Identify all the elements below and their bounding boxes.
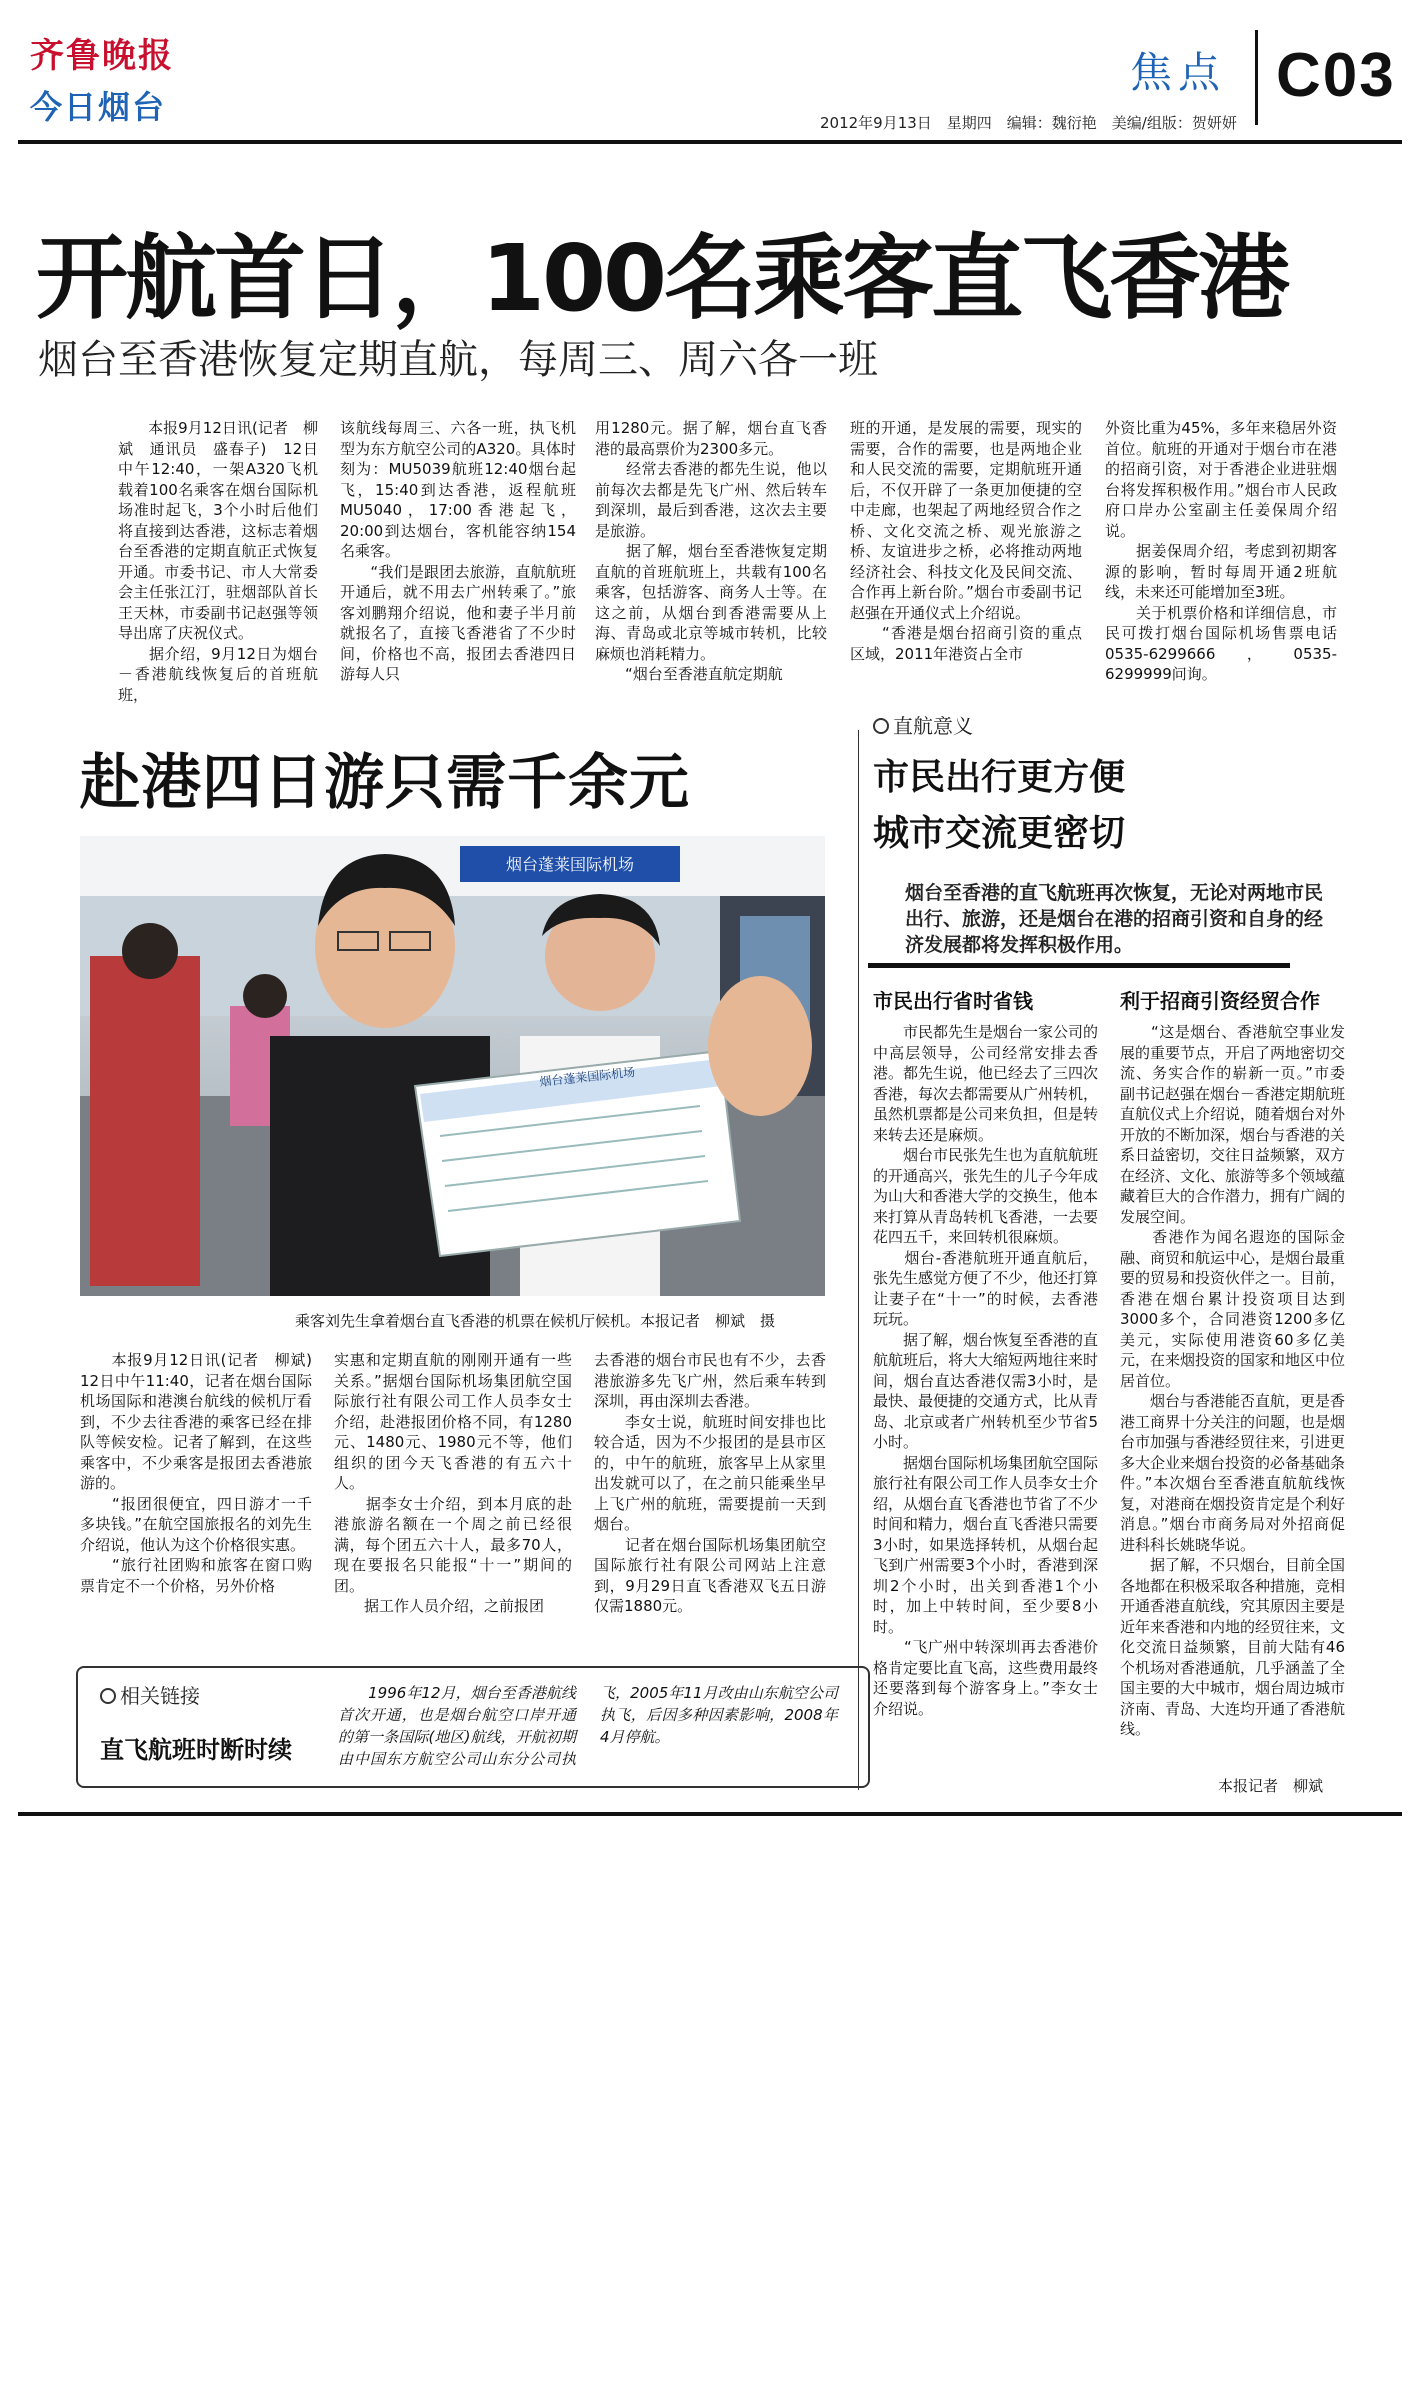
significance-byline: 本报记者 柳斌 xyxy=(1218,1777,1324,1795)
passenger-photo xyxy=(80,836,825,1296)
top-rule xyxy=(18,140,1402,144)
main-column-2: 该航线每周三、六各一班，执飞机型为东方航空公司的A320。具体时刻为：MU5039航班12:40烟台起飞，15:40到达香港，返程航班MU5040，17:00香港起飞，20:00到达烟台，客机能容纳154名乘客。 “我们是跟团去旅游，直航航班开通后，就不用去广州转乘了。”旅客刘鹏翔介绍说，他和妻子半月前就报名了，直接飞香港省了不少时间，价格也不高，报团去香港四日游每人只 xyxy=(340,419,576,683)
significance-lead: 烟台至香港的直飞航班再次恢复，无论对两地市民出行、旅游，还是烟台在港的招商引资和自身的经济发展都将发挥积极作用。 xyxy=(905,882,1324,956)
significance-titles xyxy=(873,750,1125,862)
airport-sign-text: 烟台蓬莱国际机场 xyxy=(505,855,635,874)
tour-column-1: 本报9月12日讯(记者 柳斌) 12日中午11:40，记者在烟台国际机场国际和港澳台航线的候机厅看到，不少去往香港的乘客已经在排队等候安检。记者了解到，在这些乘客中，不少乘客是报团去香港旅游的。 “报团很便宜，四日游才一千多块钱。”在航空国旅报名的刘先生介绍说，他认为这个价格很实惠。 “旅行社团购和旅客在窗口购票肯定不一个价格，另外价格 xyxy=(80,1351,312,1595)
related-link-text: 1996年12月，烟台至香港航线首次开通，也是烟台航空口岸开通的第一条国际(地区)航线，开航初期由中国东方航空公司山东分公司执飞，2005年11月改由山东航空公司执飞，后因多种因素影响，2008年4月停航。 xyxy=(338,1684,838,1768)
tour-headline: 赴港四日游只需千余元 xyxy=(80,748,690,818)
main-column-3: 用1280元。据了解，烟台直飞香港的最高票价为2300多元。 经常去香港的都先生说，他以前每次去都是先飞广州、然后转车到深圳，最后到香港，这次去主要是旅游。 据了解，烟台至香港恢复定期直航的首班航班上，共载有100名乘客，包括游客、商务人士等。在这之前，从烟台到香港需要从上海、青岛或北京等城市转机，比较麻烦也消耗精力。 “烟台至香港直航定期航 xyxy=(595,419,827,683)
left-subheading: 市民出行省时省钱 xyxy=(873,989,1033,1013)
main-column-1: 本报9月12日讯(记者 柳斌 通讯员 盛春子) 12日中午12:40，一架A320飞机载着100名乘客在烟台国际机场准时起飞，3个小时后他们将直接到达香港，这标志着烟台至香港的定期直航正式恢复开通。市委书记、市人大常委会主任张江汀，驻烟部队首长王天林，市委副书记赵强等领导出席了庆祝仪式。 据介绍，9月12日为烟台－香港航线恢复后的首班航班， xyxy=(118,419,318,704)
right-column-divider xyxy=(858,730,859,1790)
related-link-box xyxy=(76,1666,870,1788)
circle-bullet-icon xyxy=(100,1688,116,1704)
paper-name: 齐鲁晚报 xyxy=(30,36,174,76)
significance-title-1: 市民出行更方便 xyxy=(873,757,1126,798)
related-link-title: 直飞航班时断时续 xyxy=(100,1736,292,1764)
main-subhead: 烟台至香港恢复定期直航，每周三、周六各一班 xyxy=(38,337,878,383)
main-column-4: 班的开通，是发展的需要，现实的需要，合作的需要，也是两地企业和人民交流的需要，定期航班开通后，不仅开辟了一条更加便捷的空中走廊，也架起了两地经贸合作之桥、文化交流之桥、观光旅游之桥、友谊进步之桥，必将推动两地经济社会、科技文化及民间交流、合作再上新台阶。”烟台市委副书记赵强在开通仪式上介绍说。 “香港是烟台招商引资的重点区域，2011年港资占全市 xyxy=(850,419,1082,663)
photo-caption: 乘客刘先生拿着烟台直飞香港的机票在候机厅候机。本报记者 柳斌 摄 xyxy=(295,1312,776,1330)
tour-column-3: 去香港的烟台市民也有不少，去香港旅游多先飞广州，然后乘车转到深圳，再由深圳去香港。 李女士说，航班时间安排也比较合适，因为不少报团的是县市区的，中午的航班，旅客早上从家里出发就可以了，在之前只能乘坐早上飞广州的航班，需要提前一天到烟台。 记者在烟台国际机场集团航空国际旅行社有限公司网站上注意到，9月29日直飞香港双飞五日游仅需1880元。 xyxy=(594,1351,826,1615)
masthead-divider xyxy=(1255,30,1258,125)
significance-title-2: 城市交流更密切 xyxy=(873,813,1126,854)
circle-bullet-icon xyxy=(873,718,889,734)
dateline: 2012年9月13日 星期四 编辑：魏衍艳 美编/组版：贺妍妍 xyxy=(820,114,1237,132)
tour-column-2: 实惠和定期直航的刚刚开通有一些关系。”据烟台国际机场集团航空国际旅行社有限公司工作人员李女士介绍，赴港报团价格不同，有1280元、1480元、1980元不等，他们组织的团今天飞香港的有五六十人。 据李女士介绍，到本月底的赴港旅游名额在一个周之前已经很满，每个团五六十人，最多70人，现在要报名只能报“十一”期间的团。 据工作人员介绍，之前报团 xyxy=(334,1351,572,1615)
ticket-title-text: 烟台蓬莱国际机场 xyxy=(538,1065,636,1089)
section-name: 焦点 xyxy=(1130,48,1227,97)
page-number: C03 xyxy=(1276,41,1396,110)
right-subheading: 利于招商引资经贸合作 xyxy=(1120,989,1320,1013)
main-headline: 开航首日，100名乘客直飞香港 xyxy=(36,225,1288,332)
edition-name: 今日烟台 xyxy=(30,88,167,126)
related-link-tag: 相关链接 xyxy=(100,1680,200,1709)
left-body-text: 市民都先生是烟台一家公司的中高层领导，公司经常安排去香港。都先生说，他已经去了三四次香港，每次去都需要从广州转机，虽然机票都是公司来负担，但是转来转去还是麻烦。 烟台市民张先生也为直航航班的开通高兴，张先生的儿子今年成为山大和香港大学的交换生，他本来打算从青岛转机飞香港，一去要花四五千，来回转机很麻烦。 烟台-香港航班开通直航后，张先生感觉方便了不少，他还打算让妻子在“十一”的时候，去香港玩玩。 据了解，烟台恢复至香港的直航航班后，将大大缩短两地往来时间，烟台直达香港仅需3小时，是最快、最便捷的交通方式，比从青岛、北京或者广州转机至少节省5小时。 据烟台国际机场集团航空国际旅行社有限公司工作人员李女士介绍，从烟台直飞香港也节省了不少时间和精力，烟台直飞香港只需要3小时，如果选择转机，从烟台起飞到广州需要3个小时，香港到深圳2个小时，出关到香港1个小时，加上中转时间，至少要8小时。 “飞广州中转深圳再去香港价格肯定要比直飞高，这些费用最终还要落到每个游客身上。”李女士介绍说。 xyxy=(873,1023,1099,1718)
right-body-text: “这是烟台、香港航空事业发展的重要节点，开启了两地密切交流、务实合作的崭新一页。”市委副书记赵强在烟台－香港定期航班直航仪式上介绍说，随着烟台对外开放的不断加深，烟台与香港的关系日益密切，交往日益频繁，双方在经济、文化、旅游等多个领域蕴藏着巨大的合作潜力，拥有广阔的发展空间。 香港作为闻名遐迩的国际金融、商贸和航运中心，是烟台最重要的贸易和投资伙伴之一。目前，香港在烟台累计投资项目达到3000多个，合同港资1200多亿美元，实际使用港资60多亿美元，在来烟投资的国家和地区中位居首位。 烟台与香港能否直航，更是香港工商界十分关注的问题，也是烟台市加强与香港经贸往来，引进更多大企业来烟台投资的必备基础条件。”本次烟台至香港直航航线恢复，对港商在烟投资肯定是个利好消息。”烟台市商务局对外招商促进科科长姚晓华说。 据了解，不只烟台，目前全国各地都在积极采取各种措施，竞相开通香港直航线，究其原因主要是近年来香港和内地的经贸往来，文化交流日益频繁，目前大陆有46个机场对香港通航，几乎涵盖了全国主要的大中城市，烟台周边城市济南、青岛、大连均开通了香港航线。 xyxy=(1120,1023,1346,1738)
main-column-5: 外资比重为45%，多年来稳居外资首位。航班的开通对于烟台市在港的招商引资，对于香港企业进驻烟台将发挥积极作用。”烟台市人民政府口岸办公室副主任姜保周介绍说。 据姜保周介绍，考虑到初期客源的影响，暂时每周开通2班航线，未来还可能增加至3班。 关于机票价格和详细信息，市民可拨打烟台国际机场售票电话0535-6299666，0535-6299999问询。 xyxy=(1105,419,1337,683)
bottom-rule xyxy=(18,1812,1402,1816)
significance-rule xyxy=(868,963,1290,968)
significance-tag: 直航意义 xyxy=(873,710,973,739)
